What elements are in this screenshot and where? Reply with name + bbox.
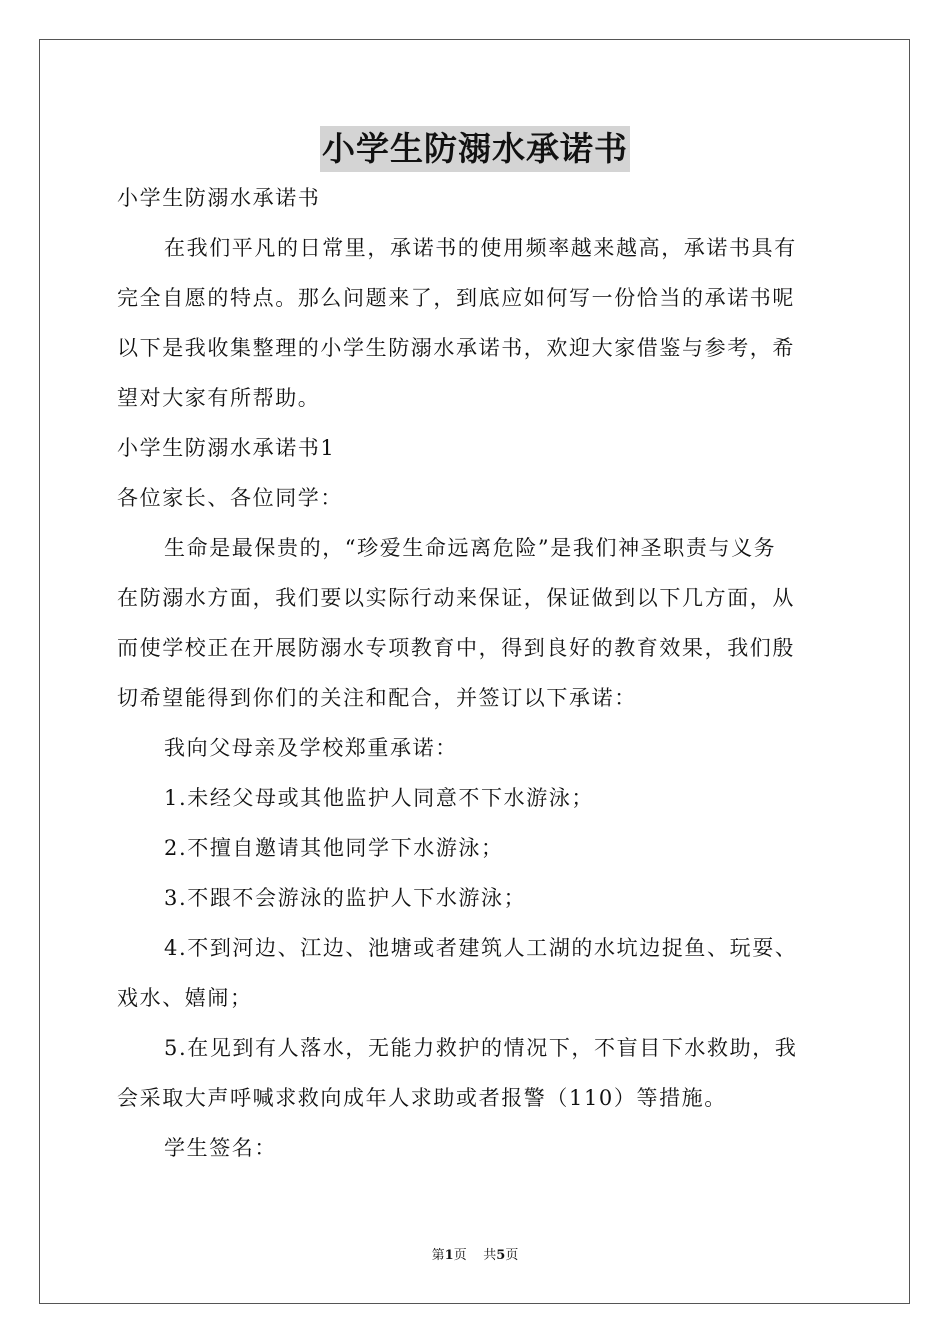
para-line-3: 而使学校正在开展防溺水专项教育中，得到良好的教育效果，我们殷 (117, 636, 795, 660)
document-title: 小学生防溺水承诺书 (320, 126, 630, 172)
intro-line-3: 以下是我收集整理的小学生防溺水承诺书，欢迎大家借鉴与参考，希 (117, 336, 795, 360)
intro-line-1: 在我们平凡的日常里，承诺书的使用频率越来越高，承诺书具有 (164, 236, 797, 260)
pledge-intro: 我向父母亲及学校郑重承诺： (164, 736, 458, 760)
para-line-4: 切希望能得到你们的关注和配合，并签订以下承诺： (117, 686, 637, 710)
pledge-item-3: 3.不跟不会游泳的监护人下水游泳； (164, 886, 527, 910)
footer-total-pages: 5 (496, 1248, 506, 1263)
pledge-item-5-line-2: 会采取大声呼喊求救向成年人求助或者报警（110）等措施。 (117, 1086, 727, 1110)
student-signature-label: 学生签名： (164, 1136, 277, 1160)
subtitle-line: 小学生防溺水承诺书 (117, 186, 321, 210)
pledge-item-4-line-2: 戏水、嬉闹； (117, 986, 253, 1010)
title-container (0, 126, 950, 172)
page-footer (0, 1244, 950, 1263)
footer-total-suffix: 页 (505, 1248, 519, 1263)
footer-page-prefix: 第 (431, 1248, 445, 1263)
pledge-item-1: 1.未经父母或其他监护人同意不下水游泳； (164, 786, 595, 810)
intro-line-4: 望对大家有所帮助。 (117, 386, 321, 410)
para-line-2: 在防溺水方面，我们要以实际行动来保证，保证做到以下几方面，从 (117, 586, 795, 610)
document-body (117, 173, 833, 1173)
intro-line-2: 完全自愿的特点。那么问题来了，到底应如何写一份恰当的承诺书呢 (117, 286, 795, 310)
para-line-1: 生命是最保贵的，“珍爱生命远离危险”是我们神圣职责与义务 (164, 536, 777, 560)
pledge-item-4-line-1: 4.不到河边、江边、池塘或者建筑人工湖的水坑边捉鱼、玩耍、 (164, 936, 798, 960)
salutation: 各位家长、各位同学： (117, 486, 343, 510)
section-heading: 小学生防溺水承诺书1 (117, 436, 336, 460)
footer-page-suffix: 页 (453, 1248, 467, 1263)
footer-total-prefix: 共 (483, 1248, 497, 1263)
footer-page-number: 1 (444, 1248, 454, 1263)
pledge-item-2: 2.不擅自邀请其他同学下水游泳； (164, 836, 504, 860)
pledge-item-5-line-1: 5.在见到有人落水，无能力救护的情况下，不盲目下水救助，我 (164, 1036, 798, 1060)
